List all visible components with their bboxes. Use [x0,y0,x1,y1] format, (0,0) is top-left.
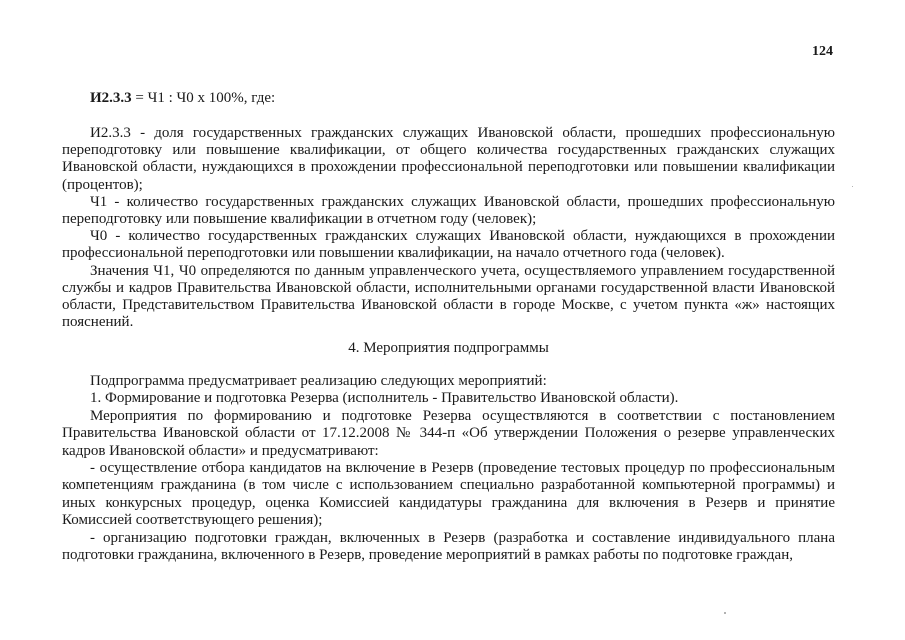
section-paragraph: - организацию подготовки граждан, включенных в Резерв (разработка и составление индивидуального плана подготовки гражданина, включенного в Резерв, проведение мероприятий в рамках работы по подготовке граждан, [62,529,835,564]
section-body [62,373,835,564]
definitions-block [62,125,835,331]
page-number: 124 [812,44,833,59]
section-paragraph: - осуществление отбора кандидатов на включение в Резерв (проведение тестовых процедур по профессиональным компетенциям гражданина (в том числе с использованием специально разработанной компьютерной программы) и иных конкурсных процедур, оценка Комиссией кандидатуры гражданина для включения в Резерв и принятие Комиссией соответствующего решения); [62,460,835,529]
definition-paragraph: Ч0 - количество государственных гражданских служащих Ивановской области, нуждающихся в прохождении профессиональной переподготовки или повышении квалификации, на начало отчетного года (человек). [62,228,835,262]
definition-paragraph: И2.3.3 - доля государственных гражданских служащих Ивановской области, прошедших профессиональную переподготовку или повышение квалификации, от общего количества государственных гражданских служащих Ивановской области, нуждающихся в прохождении профессиональной переподготовки или повышении квалификации (процентов); [62,125,835,193]
definition-paragraph: Значения Ч1, Ч0 определяются по данным управленческого учета, осуществляемого управлением государственной службы и кадров Правительства Ивановской области, исполнительными органами государственной власти Ивановской области, Представительством Правительства Ивановской области в городе Москве, с учетом пункта «ж» настоящих пояснений. [62,262,835,331]
formula-line [90,90,275,107]
section-paragraph: 1. Формирование и подготовка Резерва (исполнитель - Правительство Ивановской области). [90,390,679,407]
scan-speck [724,612,726,614]
section-title: 4. Мероприятия подпрограммы [348,340,549,356]
formula-lhs: И2.3.3 [90,90,132,106]
scan-speck [852,186,853,187]
formula-rhs: = Ч1 : Ч0 х 100%, где: [131,90,276,106]
section-paragraph: Мероприятия по формированию и подготовке Резерва осуществляются в соответствии с постановлением Правительства Ивановской области от 17.12.2008 № 344-п «Об утверждении Положения о резерве управленческих кадров Ивановской области» и предусматривают: [62,407,835,459]
section-paragraph: Подпрограмма предусматривает реализацию следующих мероприятий: [90,373,547,389]
definition-paragraph: Ч1 - количество государственных гражданских служащих Ивановской области, прошедших профессиональную переподготовку или повышение квалификации в отчетном году (человек); [62,193,835,228]
